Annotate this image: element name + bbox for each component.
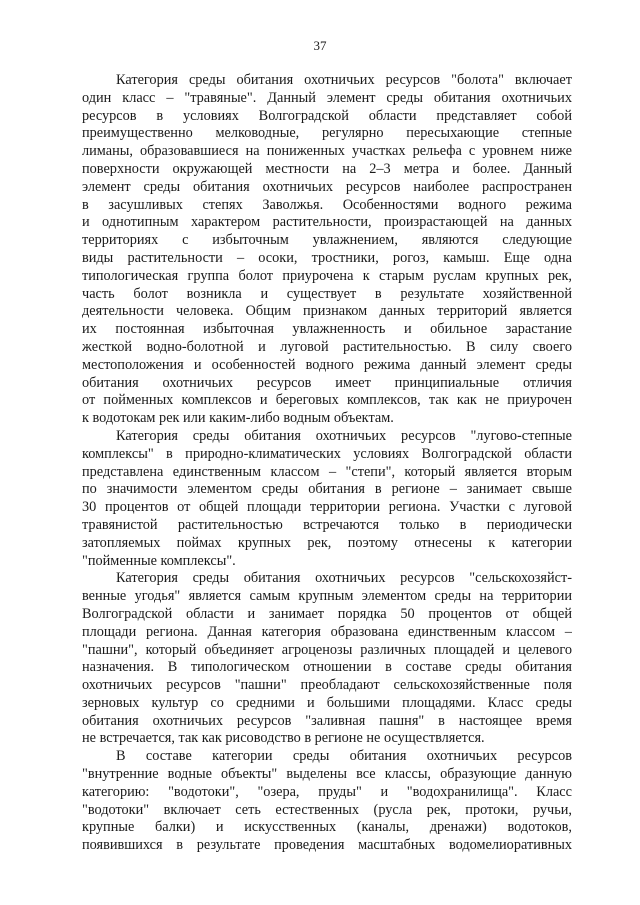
text-line: в засушливых степях Заволжья. Особенностями водного режима — [82, 196, 572, 213]
text-line: от пойменных комплексов и береговых комплексов, так как не приурочен — [82, 392, 572, 409]
text-line: обитания охотничьих ресурсов имеет принципиальные отличия — [82, 374, 572, 391]
paragraph — [82, 570, 572, 748]
text-line: венные угодья" является самым крупным элементом среды на территории — [82, 588, 572, 605]
body-text — [82, 72, 572, 855]
paragraph — [82, 72, 572, 428]
text-line: зерновых культур со средними и большими площадями. Класс среды — [82, 694, 572, 711]
text-line: деятельности человека. Общим признаком данных территорий является — [82, 303, 572, 320]
text-line: травянистой растительностью встречаются только в периодически — [82, 516, 572, 533]
text-line: Категория среды обитания охотничьих ресурсов "сельскохозяйст- — [116, 570, 572, 587]
text-line: 30 процентов от общей площади территории региона. Участки с луговой — [82, 499, 572, 516]
text-line: жесткой водно-болотной и луговой растительностью. В силу своего — [82, 338, 572, 355]
text-line: по значимости элементом среды обитания в регионе – занимает свыше — [82, 481, 572, 498]
text-line: В составе категории среды обитания охотничьих ресурсов — [116, 748, 572, 765]
text-line: Волгоградской области и занимает порядка 50 процентов от общей — [82, 605, 572, 622]
text-line: территориях с избыточным увлажнением, являются следующие — [82, 232, 572, 249]
paragraph — [82, 428, 572, 570]
text-line: часть болот возникла и существует в результате хозяйственной — [82, 285, 572, 302]
text-line: к водотокам рек или каким-либо водным объектам. — [82, 410, 394, 427]
text-line: представлена единственным классом – "степи", который является вторым — [82, 463, 572, 480]
text-line: один класс – "травяные". Данный элемент среды обитания охотничьих — [82, 89, 572, 106]
paragraph — [82, 748, 572, 855]
text-line: типологическая группа болот приурочена к старым руслам крупных рек, — [82, 267, 572, 284]
text-line: элемент среды обитания охотничьих ресурсов наиболее распространен — [82, 178, 572, 195]
text-line: площади региона. Данная категория образована единственным классом – — [82, 623, 572, 640]
text-line: Категория среды обитания охотничьих ресурсов "лугово-степные — [116, 427, 572, 444]
page-number: 37 — [313, 38, 327, 53]
text-line: не встречается, так как рисоводство в регионе не осуществляется. — [82, 730, 485, 747]
text-line: категорию: "водотоки", "озера, пруды" и "водохранилища". Класс — [82, 783, 572, 800]
text-line: Категория среды обитания охотничьих ресурсов "болота" включает — [116, 72, 572, 88]
text-line: "пойменные комплексы". — [82, 552, 236, 569]
text-line: виды растительности – осоки, тростники, рогоз, камыш. Еще одна — [82, 249, 572, 266]
text-line: поверхности окружающей местности на 2–3 метра и более. Данный — [82, 160, 572, 177]
text-line: "внутренние водные объекты" выделены все классы, образующие данную — [82, 766, 572, 783]
text-line: их постоянная избыточная увлажненность и обильное зарастание — [82, 321, 572, 338]
text-line: "пашни", который объединяет агроценозы различных площадей и целевого — [82, 641, 572, 658]
text-line: появившихся в результате проведения масштабных водомелиоративных — [82, 837, 572, 854]
text-line: назначения. В типологическом отношении в составе среды обитания — [82, 659, 572, 676]
text-line: ресурсов в условиях Волгоградской области представляет собой — [82, 107, 572, 124]
text-line: крупные балки) и искусственных (каналы, дренажи) водотоков, — [82, 819, 572, 836]
text-line: местоположения и особенностей водного режима данный элемент среды — [82, 356, 572, 373]
text-line: преимущественно мелководные, регулярно пересыхающие степные — [82, 125, 572, 142]
text-line: обитания охотничьих ресурсов "заливная пашня" в настоящее время — [82, 712, 572, 729]
text-line: охотничьих ресурсов "пашни" преобладают сельскохозяйственные поля — [82, 677, 572, 694]
text-line: лиманы, образовавшиеся на пониженных участках рельефа с уровнем ниже — [82, 143, 572, 160]
text-line: "водотоки" включает сеть естественных (русла рек, протоки, ручьи, — [82, 801, 572, 818]
text-line: и однотипным характером растительности, произрастающей на данных — [82, 214, 572, 231]
text-line: затопляемых поймах крупных рек, поэтому отнесены к категории — [82, 534, 572, 551]
text-line: комплексы" в природно-климатических условиях Волгоградской области — [82, 445, 572, 462]
